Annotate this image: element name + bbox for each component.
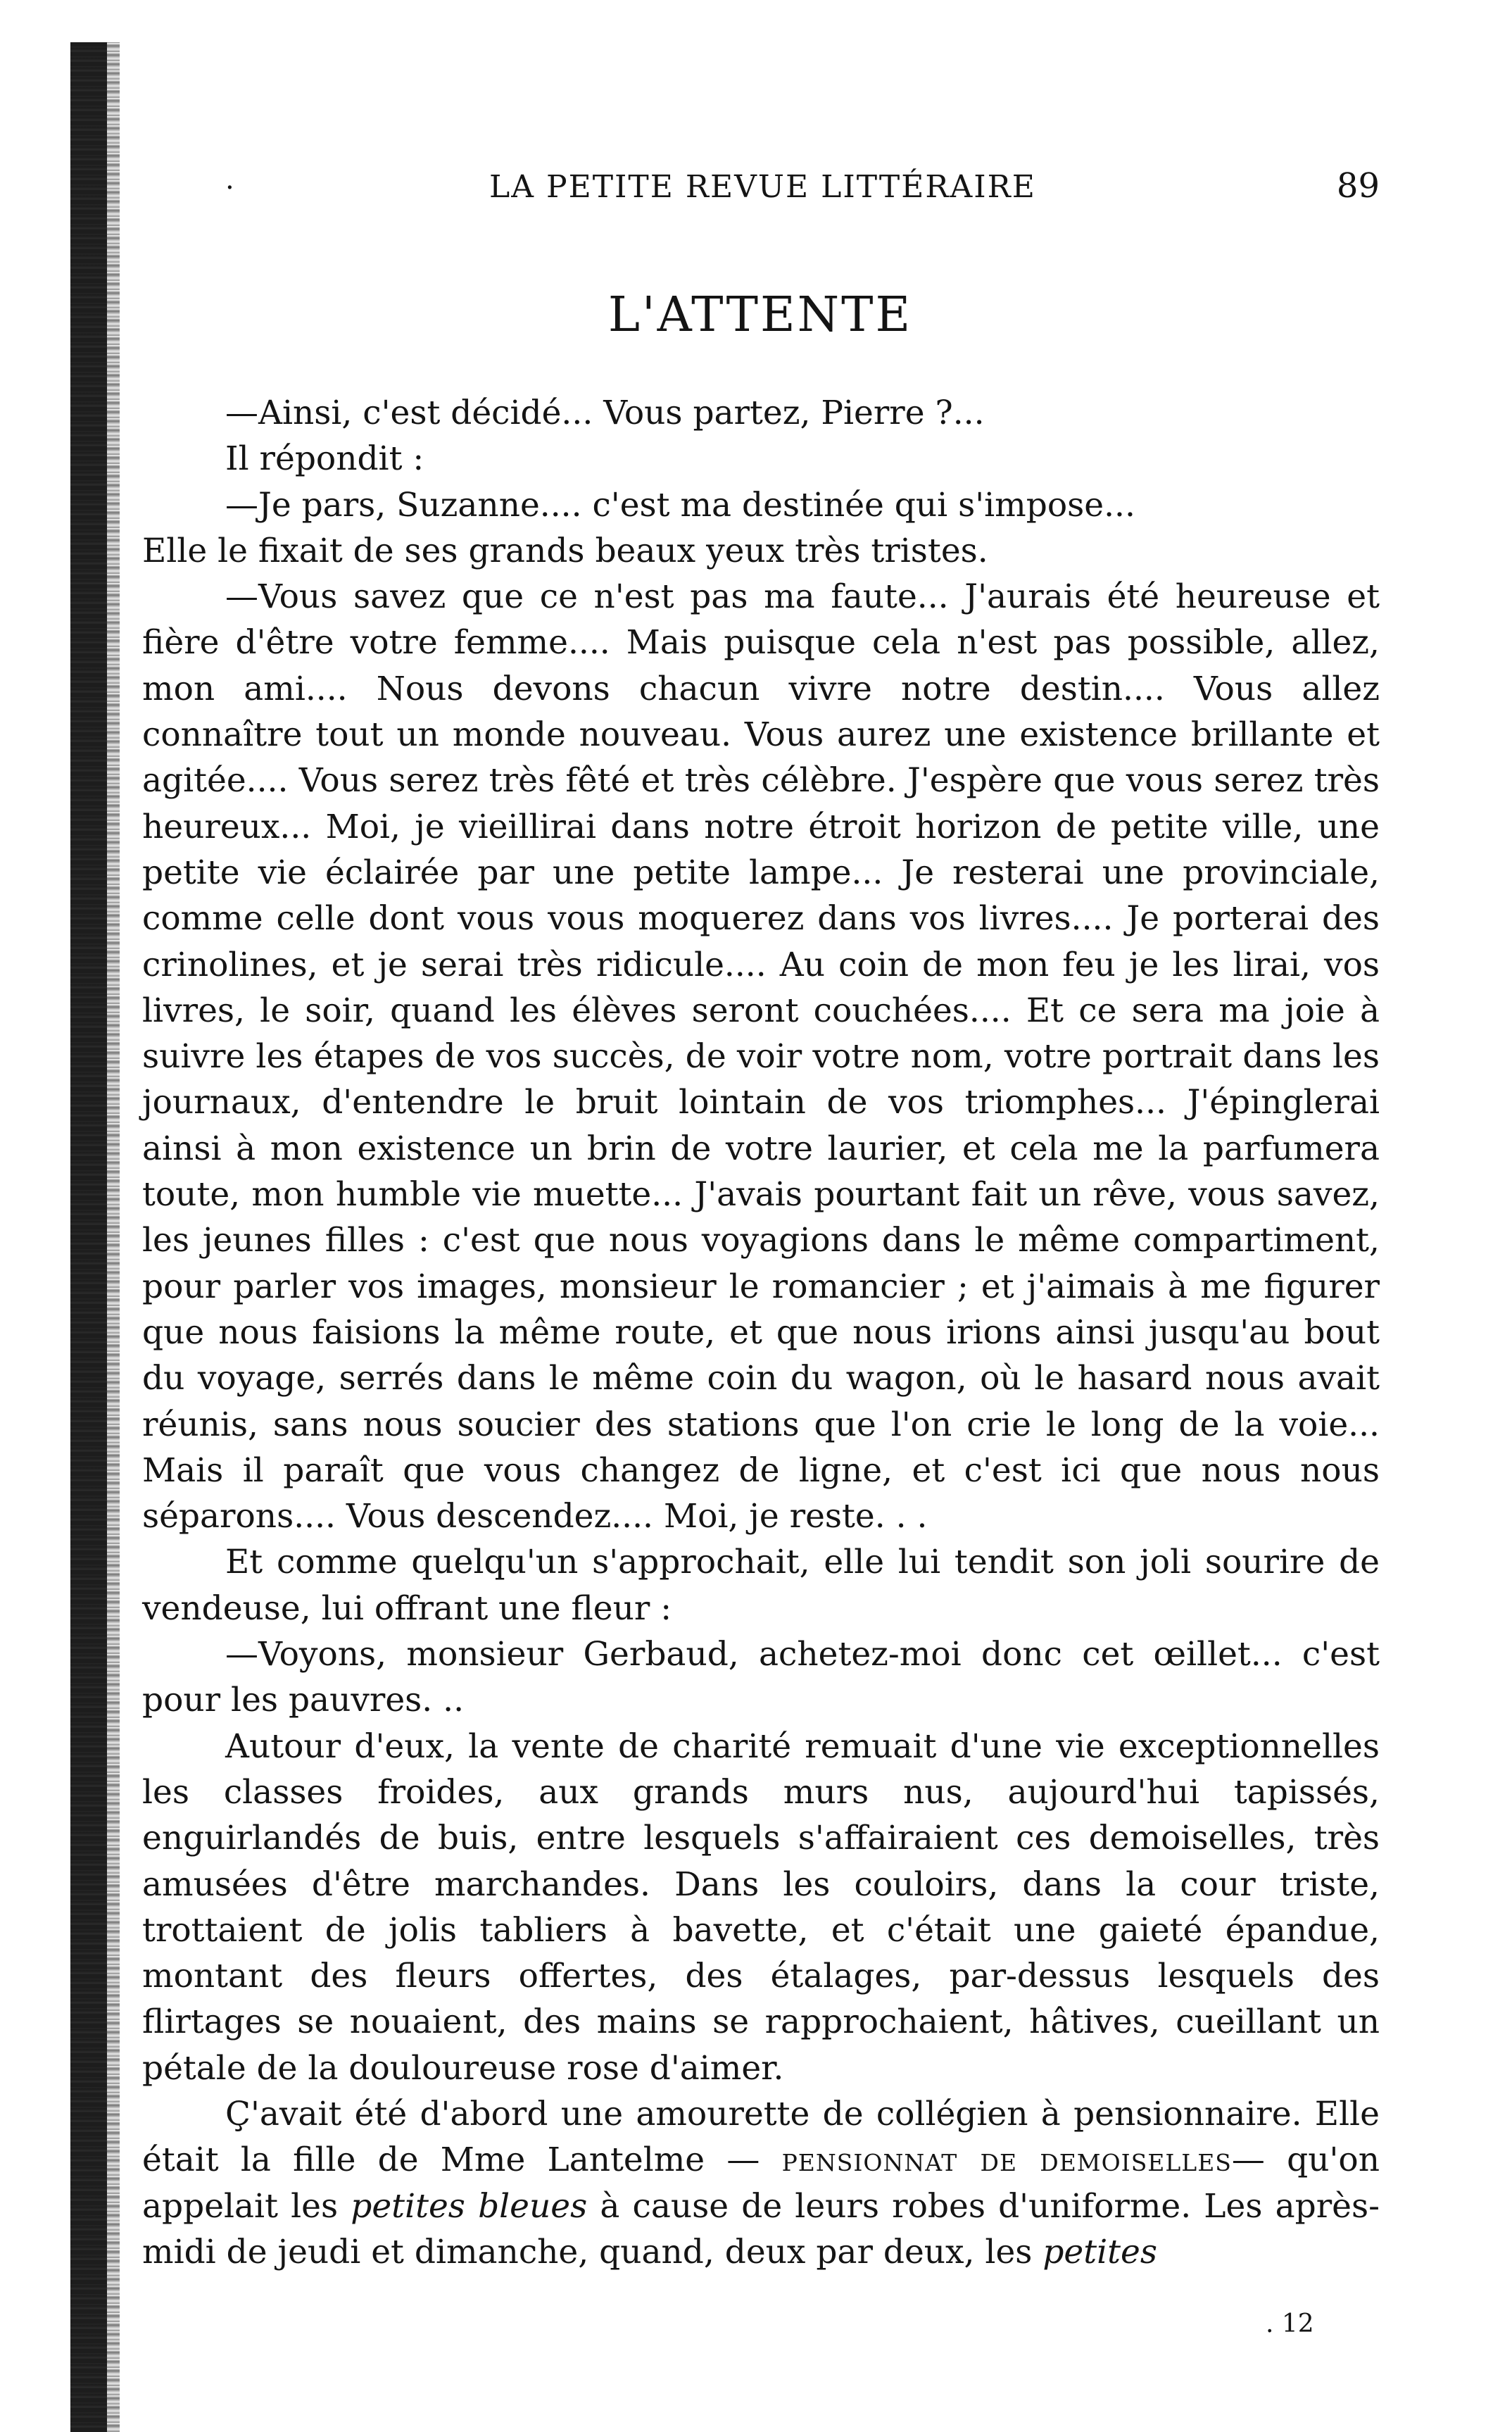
paragraph-1: —Ainsi, c'est décidé... Vous partez, Pierre ?... — [225, 394, 985, 432]
paragraph-3: —Je pars, Suzanne.... c'est ma destinée qui s'impose... — [225, 485, 1135, 525]
paragraph-8: Autour d'eux, la vente de charité remuait d'une vie exceptionnelles les classes froides, aux grands murs nus, aujourd'hui tapissés, enguirlandés de buis, entre lesquels s'affairaient ces demoiselles, très amusées d'être marchandes. Dans les couloirs, dans la cour triste, trottaient de jolis tabliers à bavette, et c'était une gaieté épandue, montant des fleurs offertes, des étalages, par-dessus lesquels des flirtages se nouaient, des mains se rapprochaient, hâtives, cueillant un pétale de la douloureuse rose d'aimer. — [142, 1726, 1380, 2088]
paragraph-9-part3: à cause de leurs robes d'uniforme. Les après-midi de jeudi et dimanche, quand, deux par deux, les — [142, 2186, 1380, 2271]
paragraph-5: —Vous savez que ce n'est pas ma faute... J'aurais été heureuse et fière d'être votre femme.... Mais puisque cela n'est pas possible, allez, mon ami.... Nous devons chacun vivre notre destin.... Vous allez connaître tout un monde nouveau. Vous aurez une existence brillante et agitée.... Vous serez très fêté et très célèbre. J'espère que vous serez très heureux... Moi, je vieillirai dans notre étroit horizon de petite ville, une petite vie éclairée par une petite lampe... Je resterai une provinciale, comme celle dont vous vous moquerez dans vos livres.... Je porterai des crinolines, et je serai très ridicule.... Au coin de mon feu je les lirai, vos livres, le soir, quand les élèves seront couchées.... Et ce sera ma joie à suivre les étapes de vos succès, de voir votre nom, votre portrait dans les journaux, d'entendre le bruit lointain de vos triomphes... J'épinglerai ainsi à mon existence un brin de votre laurier, et cela me la parfumera toute, mon humble vie muette... J'avais pourtant fait un rêve, vous savez, les jeunes filles : c'est que nous voyagions dans le même compartiment, pour parler vos images, monsieur le romancier ; et j'aimais à me figurer que nous faisions la même route, et que nous irions ainsi jusqu'au bout du voyage, serrés dans le même coin du wagon, où le hasard nous avait réunis, sans nous soucier des stations que l'on crie le long de la voie... Mais il paraît que vous changez de ligne, et c'est ici que nous nous séparons.... Vous descendez.... Moi, je reste. . . — [142, 577, 1380, 1536]
running-title: LA PETITE REVUE LITTÉRAIRE — [489, 169, 1036, 205]
paragraph-9 — [142, 2091, 1380, 2275]
signature-mark: . 12 — [1266, 2309, 1314, 2338]
pensionnat-label: pensionnat de demoiselles — [781, 2140, 1232, 2180]
article-body — [142, 390, 1380, 2275]
paragraph-9-part2: — qu'on appelait les — [142, 2140, 1380, 2226]
petites-italic: petites — [1042, 2232, 1157, 2271]
running-head — [225, 163, 1380, 206]
paragraph-6: Et comme quelqu'un s'approchait, elle lui tendit son joli sourire de vendeuse, lui offrant une fleur : — [142, 1543, 1380, 1628]
paragraph-7: —Voyons, monsieur Gerbaud, achetez-moi donc cet œillet... c'est pour les pauvres. .. — [142, 1635, 1380, 1720]
header-mark: . — [225, 163, 234, 196]
binding-edge — [70, 42, 107, 2432]
paragraph-4: Elle le fixait de ses grands beaux yeux très tristes. — [142, 531, 988, 570]
paragraph-2: Il répondit : — [225, 439, 424, 479]
article-title: L'ATTENTE — [607, 287, 913, 343]
paragraph-9-part1: Ç'avait été d'abord une amourette de collégien à pensionnaire. Elle était la fille de Mme Lantelme — — [142, 2094, 1380, 2180]
page-number: 89 — [1336, 166, 1380, 206]
petites-bleues-italic: petites bleues — [351, 2186, 588, 2226]
